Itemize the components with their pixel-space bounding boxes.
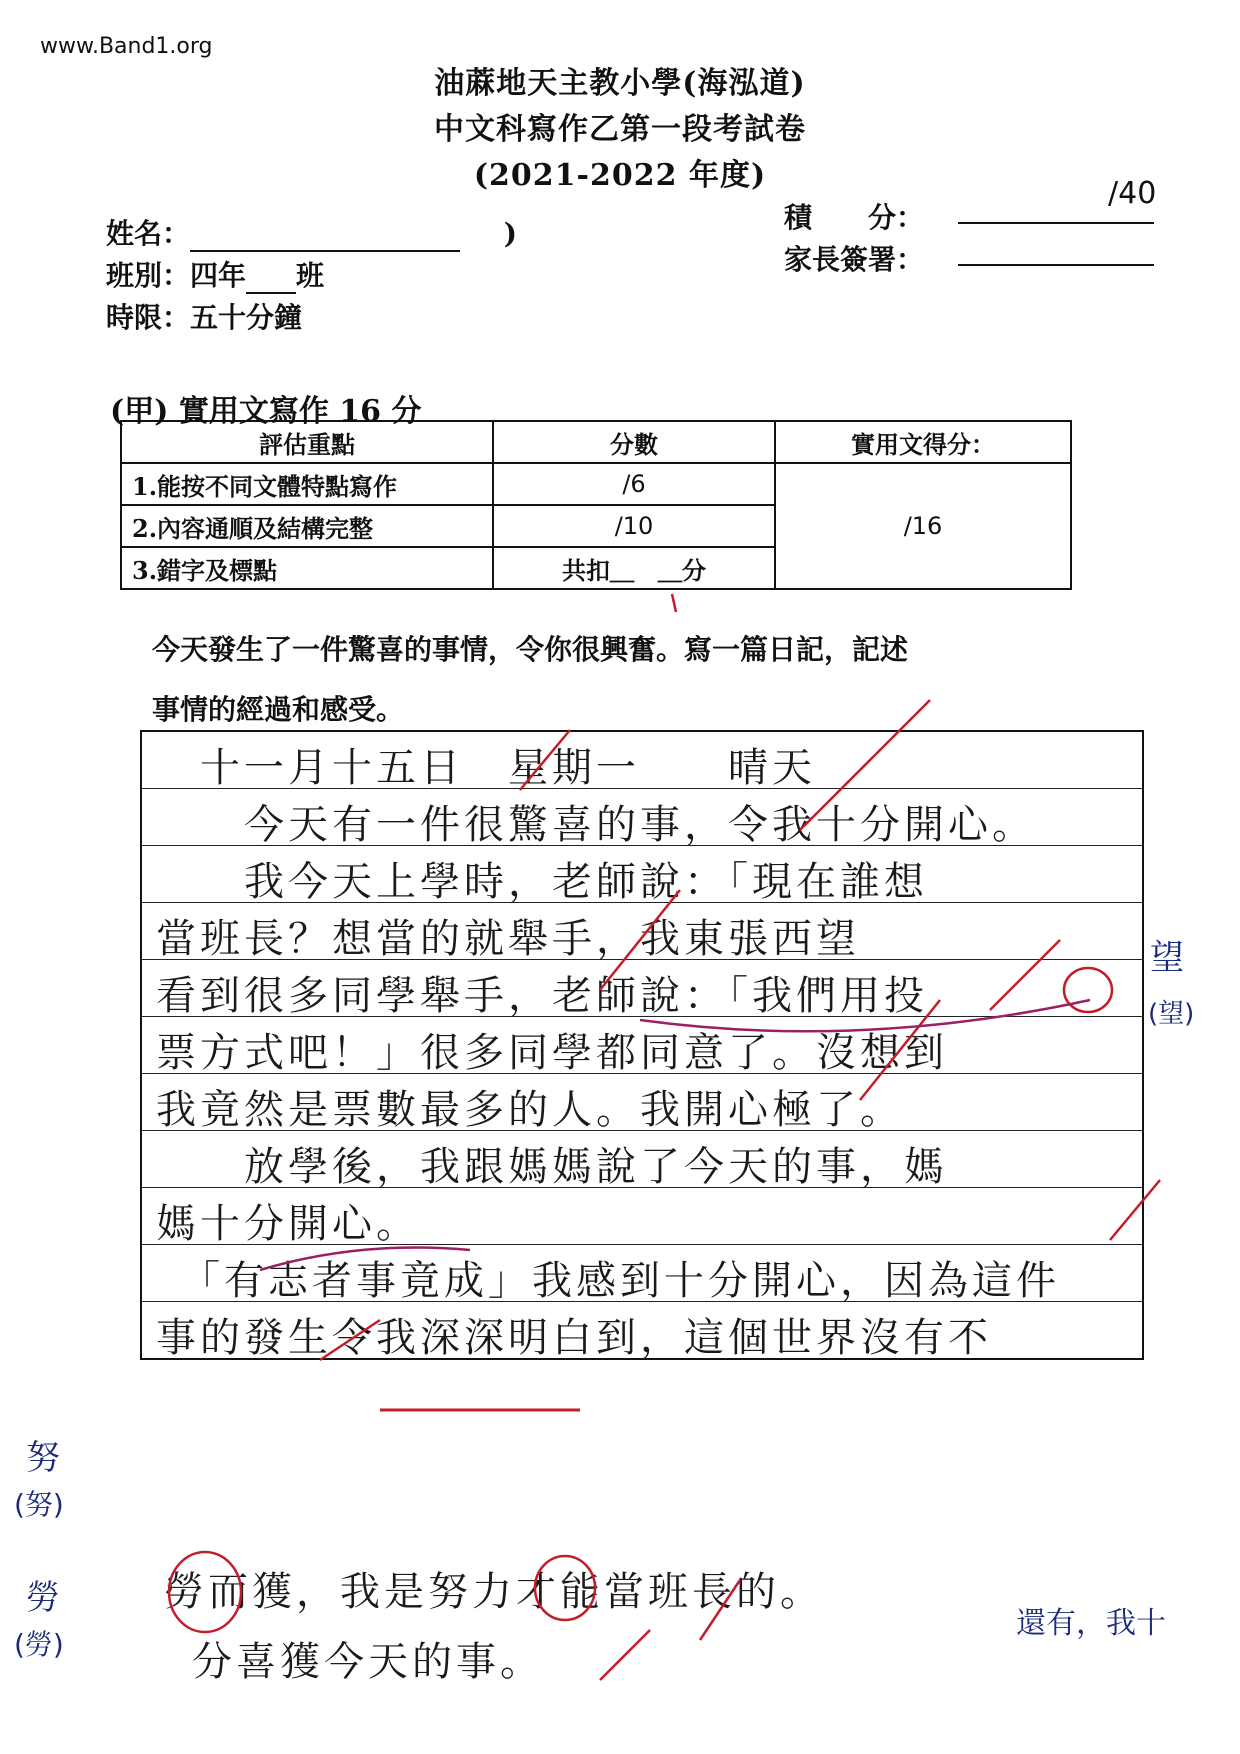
time-limit: 時限：五十分鐘	[106, 301, 303, 334]
rubric-score: /6	[493, 463, 775, 505]
correction-note: (努)	[14, 1488, 64, 1521]
essay-text: 「有志者事竟成」我感到十分開心，因為這件	[156, 1258, 1060, 1304]
rubric-item: 1.能按不同文體特點寫作	[121, 463, 493, 505]
essay-text: 票方式吧！」很多同學都同意了。沒想到	[156, 1030, 948, 1076]
rubric-header-score: 分數	[493, 421, 775, 463]
rubric-item: 3.錯字及標點	[121, 547, 493, 589]
class-suffix: 班	[296, 259, 325, 292]
tick-mark	[672, 594, 676, 612]
name-paren: )	[503, 217, 518, 250]
rubric-header-total: 實用文得分：	[775, 421, 1071, 463]
correction-note: 勞	[26, 1578, 60, 1618]
school-year: (2021-2022 年度)	[473, 158, 767, 193]
rubric-item: 2.內容通順及結構完整	[121, 505, 493, 547]
essay-text: 事的發生令我深深明白到，這個世界沒有不	[156, 1315, 992, 1361]
rubric-header-criteria: 評估重點	[121, 421, 493, 463]
correction-circle	[1064, 968, 1112, 1012]
check-mark	[600, 1630, 650, 1680]
site-watermark: www.Band1.org	[40, 34, 213, 59]
rubric-total: /16	[775, 463, 1071, 589]
essay-text: 我今天上學時，老師說：「現在誰想	[156, 859, 928, 905]
essay-right-note: 還有，我十	[1016, 1606, 1166, 1641]
correction-note: (勞)	[14, 1628, 64, 1661]
correction-note: 努	[26, 1438, 60, 1478]
essay-text: 今天有一件很驚喜的事，令我十分開心。	[156, 802, 1036, 848]
essay-overflow-line: 勞而獲，我是努力才能當班長的。	[164, 1569, 824, 1615]
essay-text: 看到很多同學舉手，老師說：「我們用投	[156, 973, 928, 1019]
rubric-deduction: 共扣＿ ＿分	[493, 547, 775, 589]
essay-text: 十一月十五日 星期一 晴天	[156, 745, 816, 791]
essay-overflow-line: 分喜獲今天的事。	[192, 1639, 544, 1685]
check-mark	[600, 890, 680, 990]
essay-text: 當班長？想當的就舉手，我東張西望	[156, 916, 860, 962]
essay-text: 我竟然是票數最多的人。我開心極了。	[156, 1087, 904, 1133]
check-mark	[800, 700, 930, 830]
prompt-line: 事情的經過和感受。	[152, 693, 405, 726]
essay-text: 媽十分開心。	[156, 1201, 420, 1247]
check-mark	[320, 1320, 380, 1360]
underline-mark	[640, 1000, 1090, 1031]
check-mark	[990, 940, 1060, 1010]
correction-note: (望)	[1148, 999, 1195, 1029]
parent-sign-label: 家長簽署：	[784, 243, 925, 276]
prompt-line: 今天發生了一件驚喜的事情，令你很興奮。寫一篇日記，記述	[152, 633, 909, 666]
check-mark	[700, 1580, 740, 1640]
correction-circle	[169, 1552, 241, 1632]
correction-note: 望	[1150, 938, 1184, 978]
check-mark	[860, 1000, 940, 1100]
exam-title: 中文科寫作乙第一段考試卷	[434, 112, 806, 147]
name-label: 姓名：	[106, 217, 191, 250]
section-title: (甲) 實用文寫作 16 分	[110, 394, 422, 429]
correction-circle	[535, 1556, 595, 1620]
class-label: 班別：四年	[106, 259, 247, 292]
rubric-score: /10	[493, 505, 775, 547]
score-label: 積 分：	[784, 201, 925, 234]
essay-text: 放學後，我跟媽媽說了今天的事，媽	[156, 1144, 948, 1190]
school-name: 油蔴地天主教小學(海泓道)	[434, 66, 806, 101]
underline-mark	[260, 1248, 470, 1271]
score-total: /40	[1108, 176, 1157, 211]
check-mark	[1110, 1180, 1160, 1240]
check-mark	[520, 730, 570, 790]
